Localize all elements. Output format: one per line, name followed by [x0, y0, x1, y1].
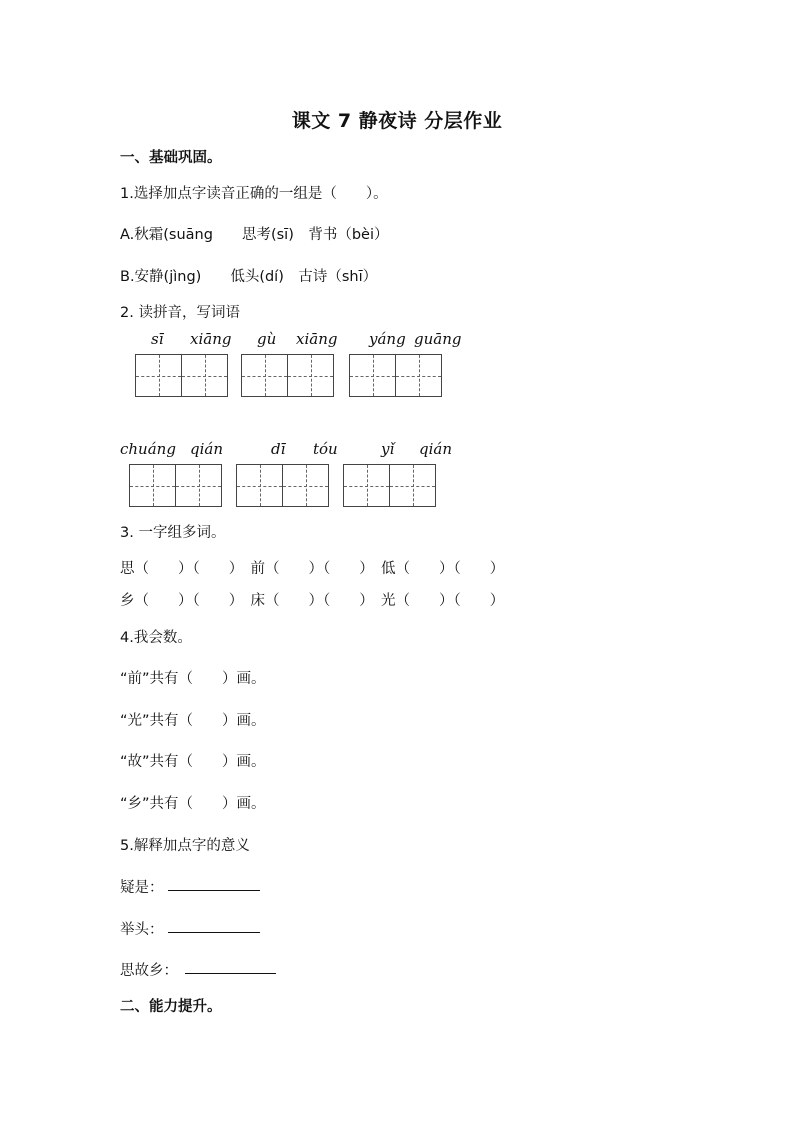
writing-cell[interactable] — [241, 354, 288, 397]
pinyin-label: xiāng — [190, 330, 232, 348]
q3-stem: 3. 一字组多词。 — [120, 525, 226, 541]
writing-cell[interactable] — [343, 464, 390, 507]
pinyin-label: yǐ — [381, 440, 395, 458]
q4-item: “前”共有（ ）画。 — [120, 671, 266, 687]
q4-item: “故”共有（ ）画。 — [120, 754, 266, 770]
writing-cell[interactable] — [236, 464, 283, 507]
q1-stem: 1.选择加点字读音正确的一组是（ ）。 — [120, 186, 388, 202]
writing-grid[interactable] — [135, 354, 228, 397]
q5-label: 思故乡： — [120, 963, 178, 979]
pinyin-label: chuáng — [120, 440, 176, 458]
pinyin-label: yáng — [369, 330, 406, 348]
pinyin-label: qián — [190, 440, 224, 458]
pinyin-label: qián — [419, 440, 453, 458]
writing-grid[interactable] — [236, 464, 329, 507]
writing-cell[interactable] — [129, 464, 176, 507]
writing-cell[interactable] — [181, 354, 228, 397]
q3-line-2: 乡（ ）（ ） 床（ ）（ ） 光（ ）（ ） — [120, 593, 505, 609]
q4-stem: 4.我会数。 — [120, 630, 192, 646]
pinyin-label: tóu — [313, 440, 338, 458]
section-1-heading: 一、基础巩固。 — [120, 150, 222, 166]
writing-grid[interactable] — [241, 354, 334, 397]
q3-line-1: 思（ ）（ ） 前（ ）（ ） 低（ ）（ ） — [120, 561, 505, 577]
section-2-heading: 二、能力提升。 — [120, 999, 222, 1015]
q1-option-a: A.秋霜(suāng 思考(sī) 背书（bèi） — [120, 227, 389, 243]
writing-cell[interactable] — [287, 354, 334, 397]
q5-label: 举头： — [120, 922, 164, 938]
answer-blank[interactable] — [185, 973, 276, 974]
answer-blank[interactable] — [168, 890, 260, 891]
answer-blank[interactable] — [168, 932, 260, 933]
writing-grid[interactable] — [129, 464, 222, 507]
writing-grid[interactable] — [349, 354, 442, 397]
q1-option-b: B.安静(jìng) 低头(dí) 古诗（shī） — [120, 269, 378, 285]
pinyin-label: sī — [151, 330, 164, 348]
q4-item: “乡”共有（ ）画。 — [120, 796, 266, 812]
writing-cell[interactable] — [175, 464, 222, 507]
pinyin-label: dī — [271, 440, 286, 458]
writing-cell[interactable] — [349, 354, 396, 397]
writing-cell[interactable] — [135, 354, 182, 397]
pinyin-label: guāng — [414, 330, 462, 348]
q4-item: “光”共有（ ）画。 — [120, 713, 266, 729]
q5-label: 疑是： — [120, 880, 164, 896]
pinyin-label: gù — [257, 330, 277, 348]
writing-cell[interactable] — [395, 354, 442, 397]
writing-cell[interactable] — [389, 464, 436, 507]
page-title: 课文 7 静夜诗 分层作业 — [291, 110, 503, 132]
writing-grid[interactable] — [343, 464, 436, 507]
writing-cell[interactable] — [282, 464, 329, 507]
q5-stem: 5.解释加点字的意义 — [120, 838, 250, 854]
pinyin-label: xiāng — [296, 330, 338, 348]
q2-stem: 2. 读拼音，写词语 — [120, 305, 240, 321]
